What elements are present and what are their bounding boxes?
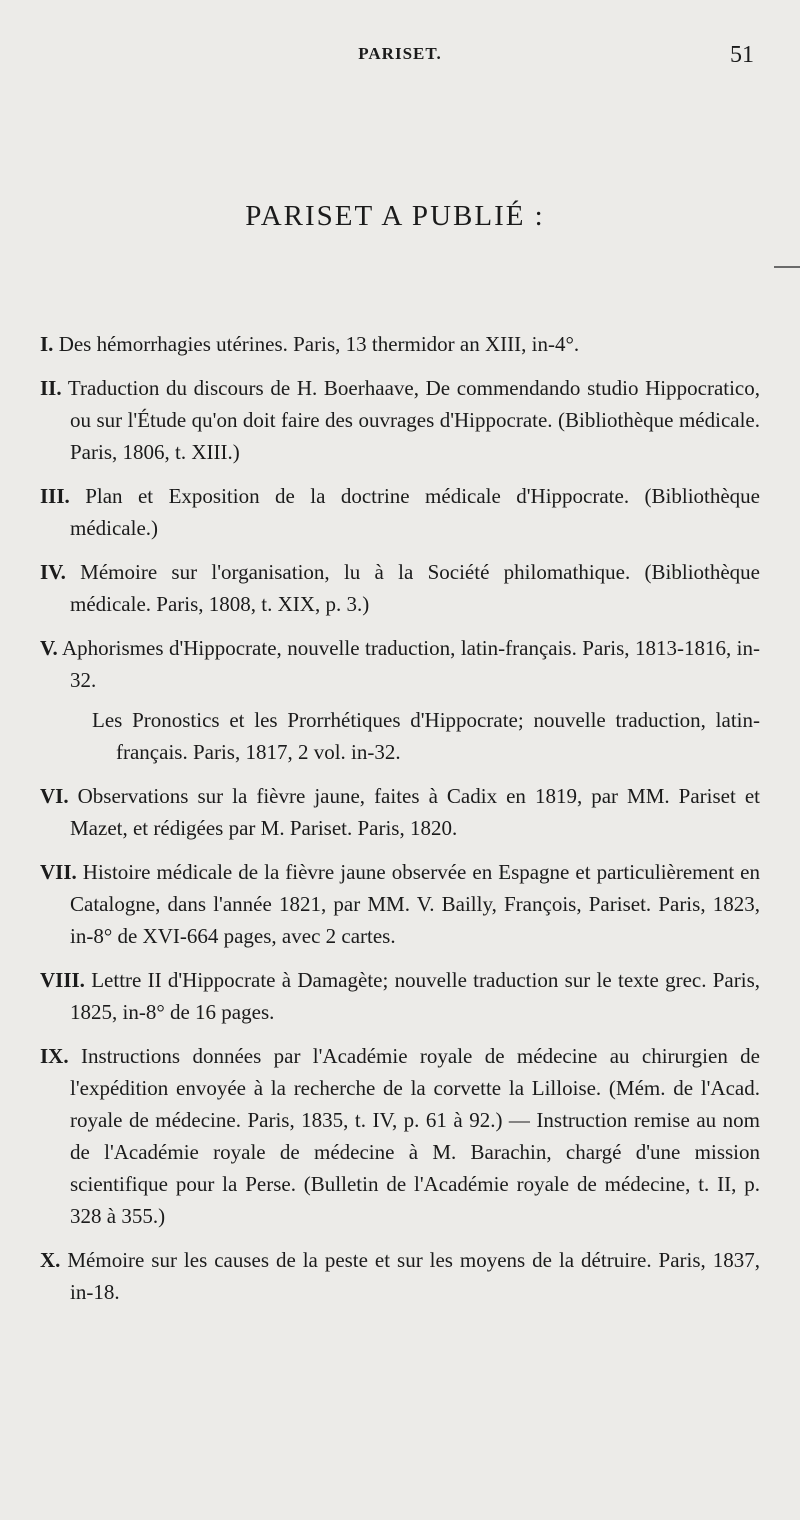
bibliography-entry-4	[40, 556, 760, 620]
bibliography-entry-8	[40, 964, 760, 1028]
bibliography-entry-3	[40, 480, 760, 544]
bibliography-entry-7	[40, 856, 760, 952]
entry-text: Observations sur la fièvre jaune, faites à Cadix en 1819, par MM. Pariset et Mazet, et rédigées par M. Pariset. Paris, 1820.	[70, 784, 761, 840]
entry-number: VI.	[40, 784, 69, 808]
bibliography-entry-5-sub	[40, 704, 760, 768]
entry-text: Lettre II d'Hippocrate à Damagète; nouvelle traduction sur le texte grec. Paris, 1825, in-8° de 16 pages.	[70, 968, 760, 1024]
entry-number: IX.	[40, 1044, 69, 1068]
entry-number: V.	[40, 636, 58, 660]
entry-text: Mémoire sur les causes de la peste et sur les moyens de la détruire. Paris, 1837, in-18.	[67, 1248, 760, 1304]
entry-text: Les Pronostics et les Prorrhétiques d'Hippocrate; nouvelle traduction, latin-français. Paris, 1817, 2 vol. in-32.	[92, 708, 760, 764]
entry-text: Traduction du discours de H. Boerhaave, De commendando studio Hippocratico, ou sur l'Étude qu'on doit faire des ouvrages d'Hippocrate. (Bibliothèque médicale. Paris, 1806, t. XIII.)	[67, 376, 761, 464]
entry-number: I.	[40, 332, 54, 356]
entry-number: VIII.	[40, 968, 85, 992]
entry-text: Histoire médicale de la fièvre jaune observée en Espagne et particulièrement en Catalogne, dans l'année 1821, par MM. V. Bailly, François, Pariset. Paris, 1823, in-8° de XVI-664 pages, avec 2 cartes.	[70, 860, 761, 948]
section-heading: PARISET A PUBLIÉ :	[245, 200, 545, 232]
running-head: PARISET.	[358, 44, 442, 63]
entry-number: IV.	[40, 560, 66, 584]
entry-text: Des hémorrhagies utérines. Paris, 13 thermidor an XIII, in-4°.	[58, 332, 580, 356]
entry-number: VII.	[40, 860, 77, 884]
page-number: 51	[730, 42, 754, 68]
bibliography-entry-5	[40, 632, 760, 696]
entry-text: Mémoire sur l'organisation, lu à la Société philomathique. (Bibliothèque médicale. Paris, 1808, t. XIX, p. 3.)	[70, 560, 760, 616]
entry-text: Aphorismes d'Hippocrate, nouvelle traduction, latin-français. Paris, 1813-1816, in-32.	[62, 636, 761, 692]
bibliography-entry-10	[40, 1244, 760, 1308]
entry-number: II.	[40, 376, 62, 400]
bibliography-entry-2	[40, 372, 760, 468]
entry-text: Instructions données par l'Académie royale de médecine au chirurgien de l'expédition envoyée à la recherche de la corvette la Lilloise. (Mém. de l'Acad. royale de médecine. Paris, 1835, t. IV, p. 61 à 92.) — Instruction remise au nom de l'Académie royale de médecine à M. Barachin, chargé d'une mission scientifique pour la Perse. (Bulletin de l'Académie royale de médecine, t. II, p. 328 à 355.)	[70, 1044, 760, 1228]
bibliography-entry-6	[40, 780, 760, 844]
margin-mark	[774, 266, 800, 268]
entry-number: X.	[40, 1248, 61, 1272]
bibliography-list	[40, 328, 760, 1320]
entry-text: Plan et Exposition de la doctrine médicale d'Hippocrate. (Bibliothèque médicale.)	[70, 484, 760, 540]
bibliography-entry-9	[40, 1040, 760, 1232]
entry-number: III.	[40, 484, 70, 508]
bibliography-entry-1	[40, 328, 760, 360]
